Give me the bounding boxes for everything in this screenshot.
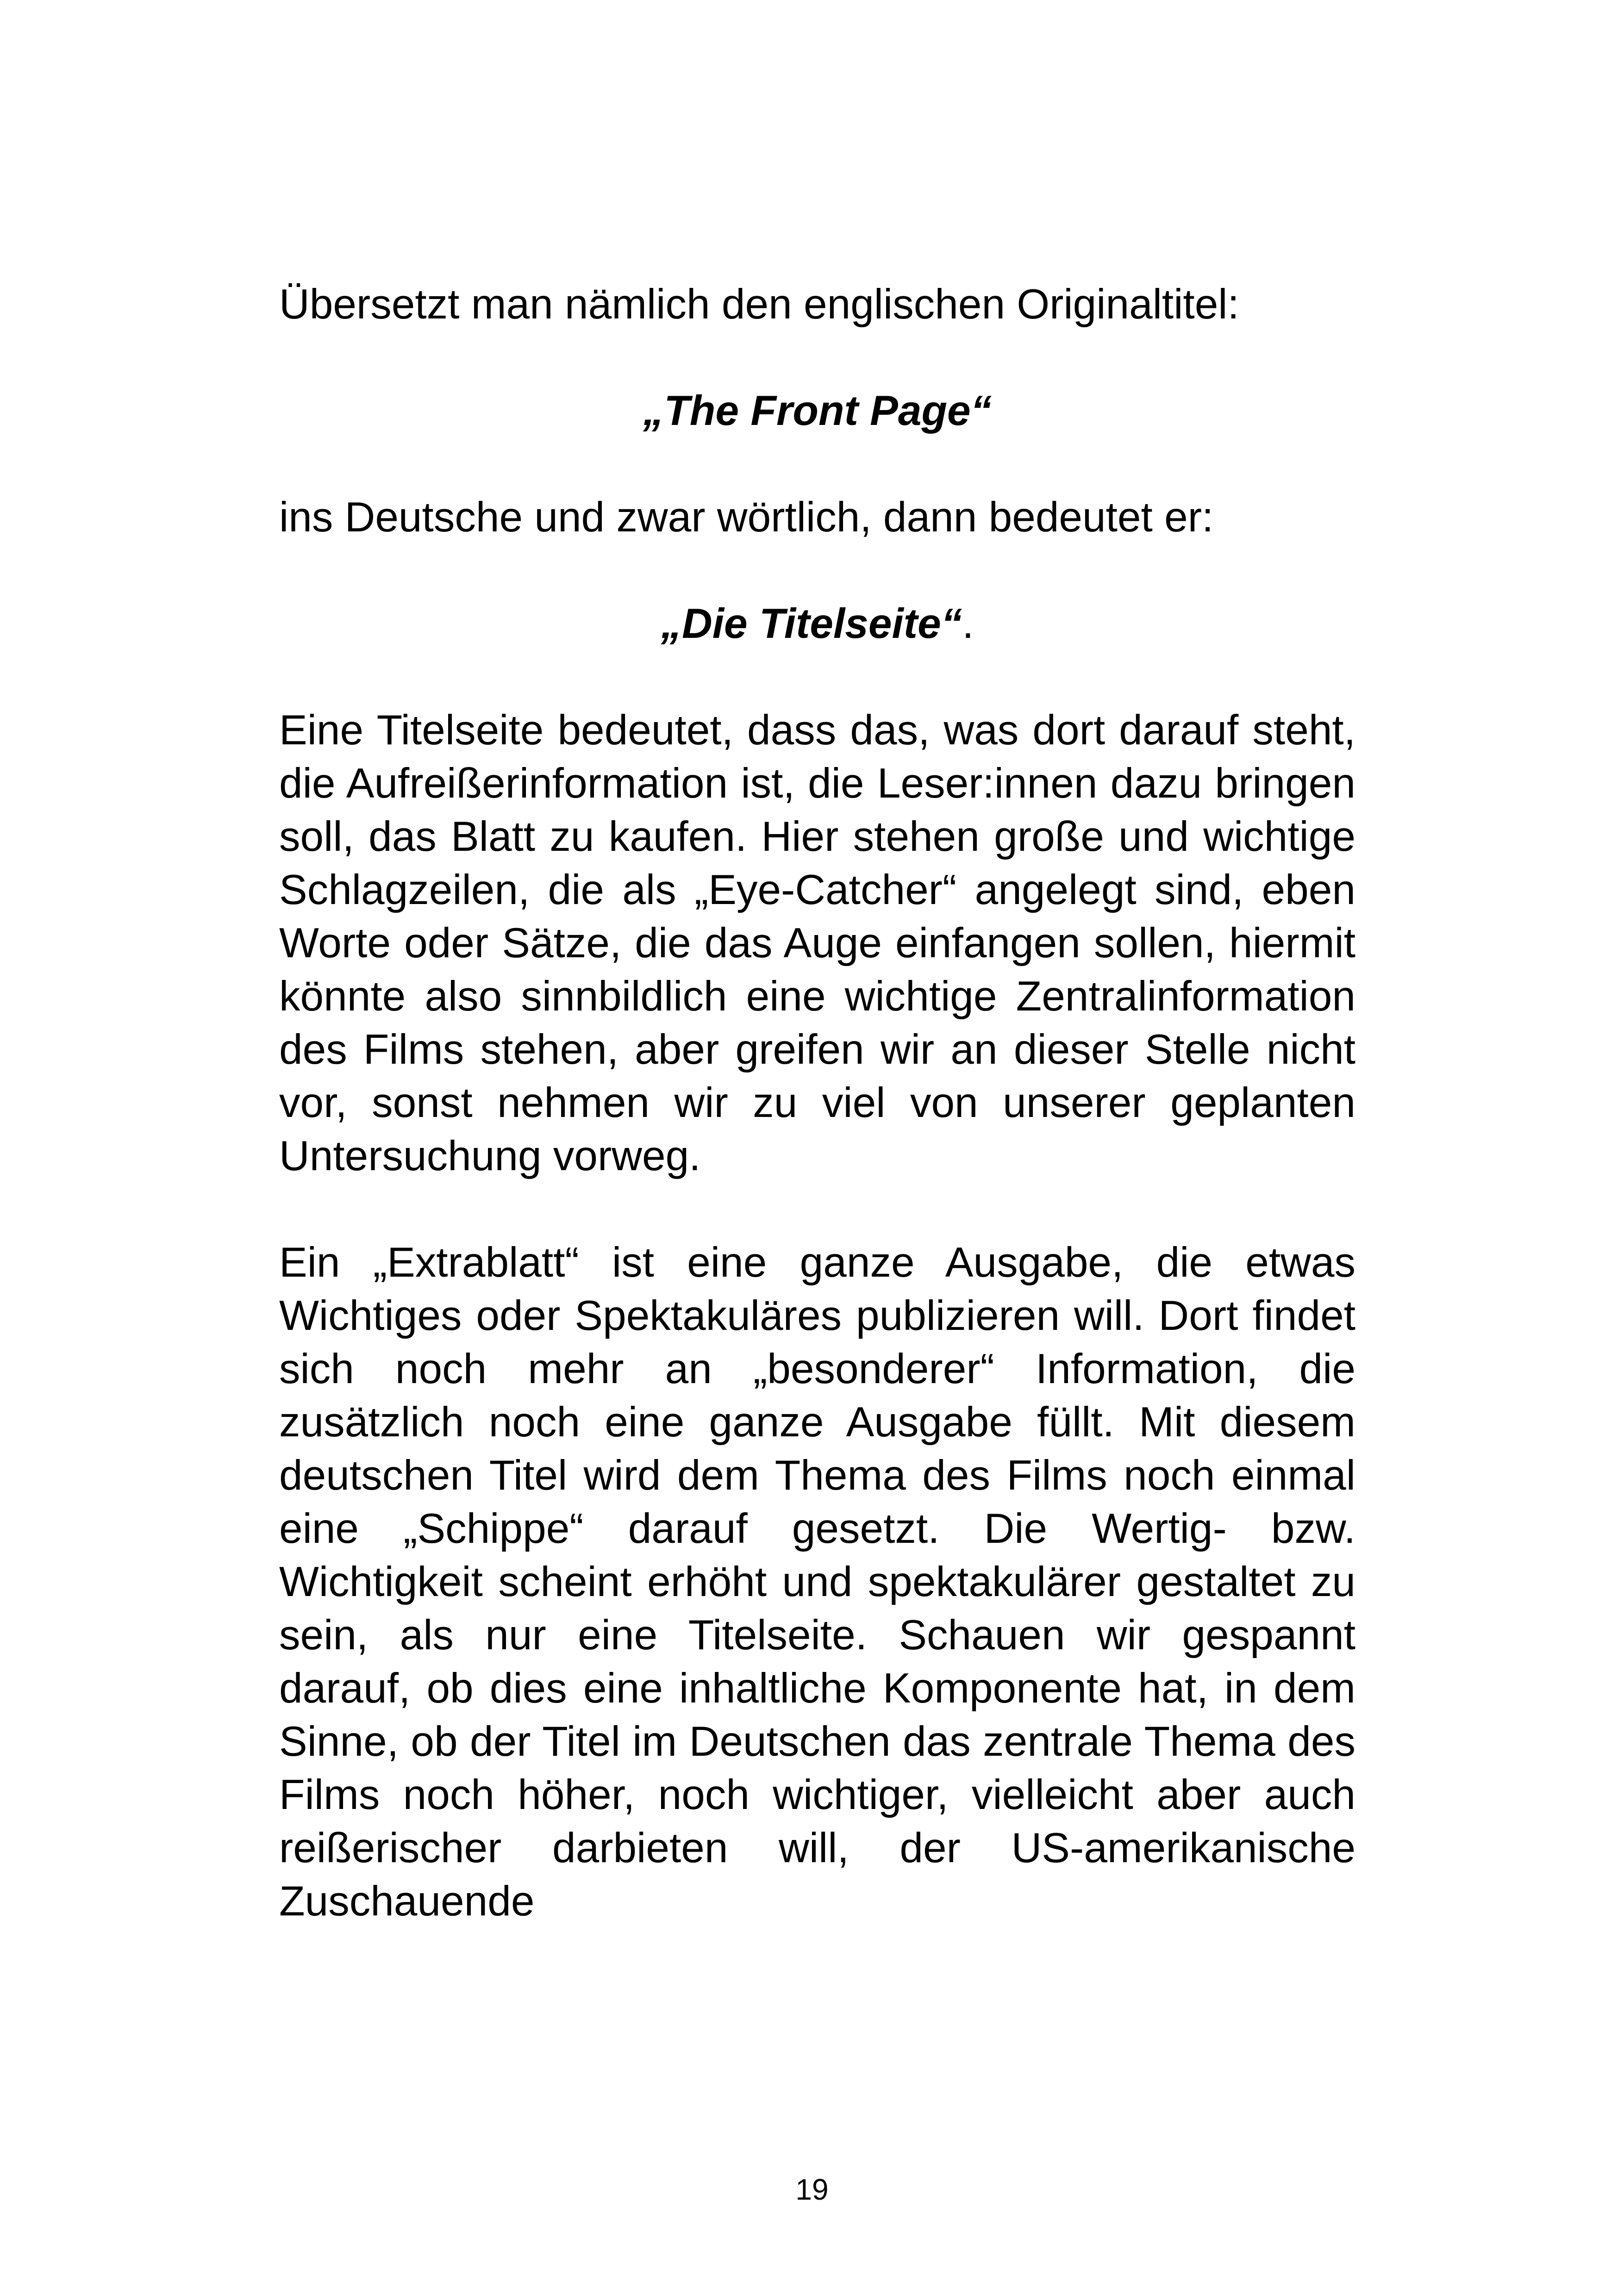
page-content [279, 278, 1355, 1928]
body-paragraph-2: Ein „Extrablatt“ ist eine ganze Ausgabe, die etwas Wichtiges oder Spektakuläres publizieren will. Dort findet sich noch mehr an „besonderer“ Information, die zusätzlich noch eine ganze Ausgabe füllt. Mit diesem deutschen Titel wird dem Thema des Films noch einmal eine „Schippe“ darauf gesetzt. Die Wertig- bzw. Wichtigkeit scheint erhöht und spektakulärer gestaltet zu sein, als nur eine Titelseite. Schauen wir gespannt darauf, ob dies eine inhaltliche Komponente hat, in dem Sinne, ob der Titel im Deutschen das zentrale Thema des Films noch höher, noch wichtiger, vielleicht aber auch reißerischer darbieten will, der US-amerikanische Zuschauende [279, 1239, 1355, 1925]
page-number: 19 [795, 2173, 829, 2206]
translated-title-punctuation: . [962, 600, 974, 647]
original-title-text: „The Front Page“ [643, 387, 992, 434]
intro-sentence-1: Übersetzt man nämlich den englischen Originaltitel: [279, 281, 1239, 328]
original-title [279, 384, 1355, 437]
intro-sentence-2: ins Deutsche und zwar wörtlich, dann bedeutet er: [279, 494, 1214, 541]
translated-title [279, 597, 1355, 650]
translated-title-text: „Die Titelseite“ [661, 600, 962, 647]
body-paragraph-1: Eine Titelseite bedeutet, dass das, was dort darauf steht, die Aufreißerinformation ist, die Leser:innen dazu bringen soll, das Blatt zu kaufen. Hier stehen große und wichtige Schlagzeilen, die als „Eye-Catcher“ angelegt sind, eben Worte oder Sätze, die das Auge einfangen sollen, hiermit könnte also sinnbildlich eine wichtige Zentralinformation des Films stehen, aber greifen wir an dieser Stelle nicht vor, sonst nehmen wir zu viel von unserer geplanten Untersuchung vorweg. [279, 707, 1355, 1179]
